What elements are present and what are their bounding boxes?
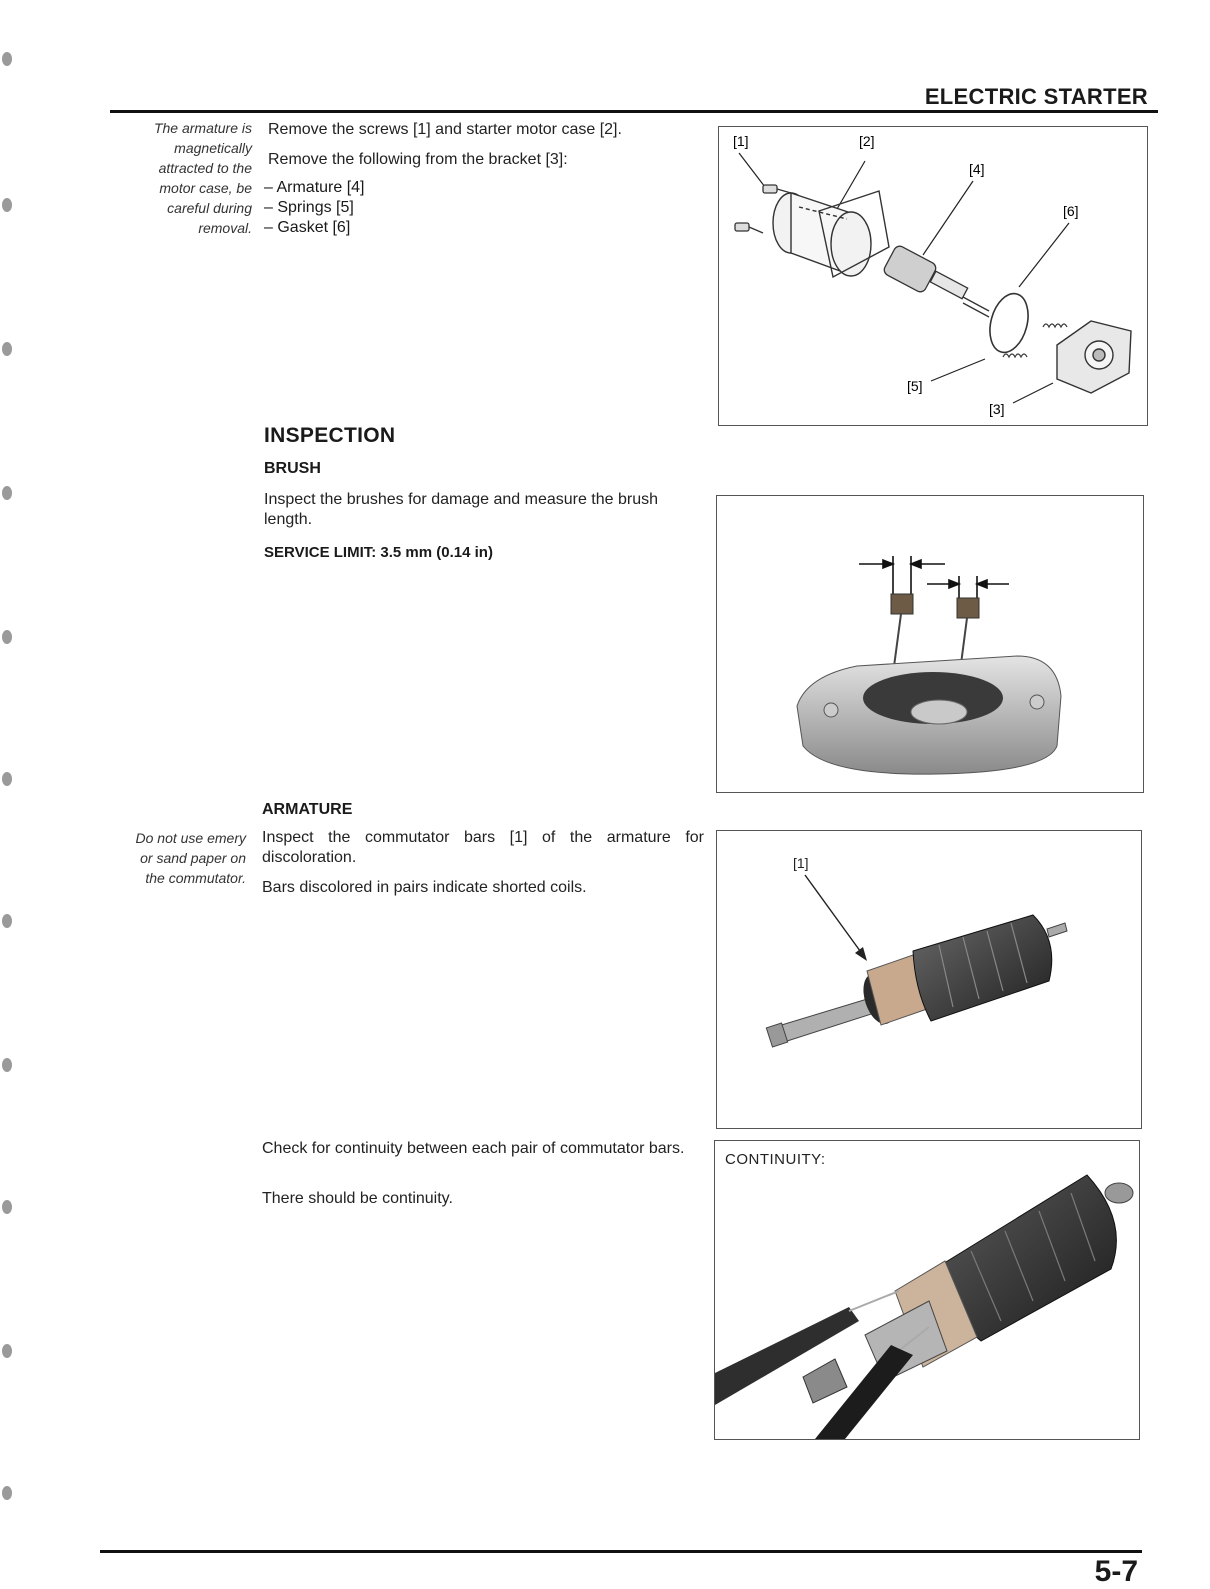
hole-punch-mark (2, 1344, 12, 1358)
hole-punch-mark (2, 630, 12, 644)
side-note-line: the commutator. (145, 870, 246, 886)
removal-step-1: Remove the screws [1] and starter motor case [2]. (268, 121, 622, 138)
list-item: – Armature [4] (264, 179, 365, 196)
continuity-expected: There should be continuity. (262, 1190, 453, 1207)
header-rule (110, 110, 1158, 113)
hole-punch-mark (2, 342, 12, 356)
callout-6: [6] (1063, 203, 1079, 219)
bracket-housing (797, 656, 1061, 774)
side-note-line: attracted to the (158, 160, 252, 176)
continuity-test-photo (715, 1141, 1139, 1439)
leader-line (805, 875, 863, 955)
commutator-photo (717, 831, 1141, 1128)
hole-punch-mark (2, 486, 12, 500)
armature-coil-note: Bars discolored in pairs indicate shorted coils. (262, 879, 587, 896)
continuity-photo-figure (714, 1140, 1140, 1440)
armature-side-note (104, 828, 246, 888)
section-title: ELECTRIC STARTER (924, 84, 1148, 109)
side-note-line: careful during (167, 200, 252, 216)
footer-rule (100, 1550, 1142, 1553)
hole-punch-mark (2, 914, 12, 928)
callout-1: [1] (793, 855, 809, 871)
inspection-heading: INSPECTION (264, 424, 396, 447)
callout-1: [1] (733, 133, 749, 149)
page-number: 5-7 (1094, 1555, 1138, 1588)
side-note-line: removal. (198, 220, 252, 236)
callout-3: [3] (989, 401, 1005, 417)
leader-arrowhead (855, 947, 867, 961)
callout-4: [4] (969, 161, 985, 177)
continuity-instruction: Check for continuity between each pair of commutator bars. (262, 1140, 685, 1157)
hole-punch-mark (2, 1200, 12, 1214)
brush-instruction: Inspect the brushes for damage and measure the brush length. (264, 491, 659, 528)
measurement-arrows (859, 556, 1009, 600)
hole-punch-mark (2, 52, 12, 66)
side-note-line: Do not use emery (135, 830, 246, 846)
tester-probes (715, 1291, 929, 1439)
brush-heading: BRUSH (264, 460, 321, 477)
list-item: – Springs [5] (264, 199, 354, 216)
starter-motor-exploded-diagram (719, 127, 1147, 425)
side-note-line: motor case, be (159, 180, 252, 196)
armature-instruction: Inspect the commutator bars [1] of the armature for discoloration. (262, 829, 704, 866)
brush-service-limit: SERVICE LIMIT: 3.5 mm (0.14 in) (264, 544, 493, 561)
brush-holder-photo (717, 496, 1143, 792)
commutator-photo-figure (716, 830, 1142, 1129)
hole-punch-mark (2, 198, 12, 212)
list-item: – Gasket [6] (264, 219, 351, 236)
removal-side-note (110, 118, 252, 238)
bracket-illustration (1057, 321, 1131, 393)
continuity-label: CONTINUITY: (725, 1151, 826, 1168)
armature-heading: ARMATURE (262, 801, 353, 818)
callout-2: [2] (859, 133, 875, 149)
removal-parts-list (264, 178, 365, 238)
gasket-illustration (984, 289, 1034, 356)
side-note-line: or sand paper on (140, 850, 246, 866)
side-note-line: The armature is (153, 120, 252, 136)
armature-windings (941, 1175, 1133, 1341)
hole-punch-mark (2, 1486, 12, 1500)
armature-illustration (882, 244, 989, 317)
armature-windings (913, 915, 1052, 1021)
exploded-diagram-figure (718, 126, 1148, 426)
brush-photo-figure (716, 495, 1144, 793)
hole-punch-mark (2, 1058, 12, 1072)
side-note-line: magnetically (174, 140, 252, 156)
callout-5: [5] (907, 378, 923, 394)
motor-case-illustration (773, 191, 889, 277)
removal-step-2: Remove the following from the bracket [3]: (268, 151, 568, 168)
hole-punch-mark (2, 772, 12, 786)
